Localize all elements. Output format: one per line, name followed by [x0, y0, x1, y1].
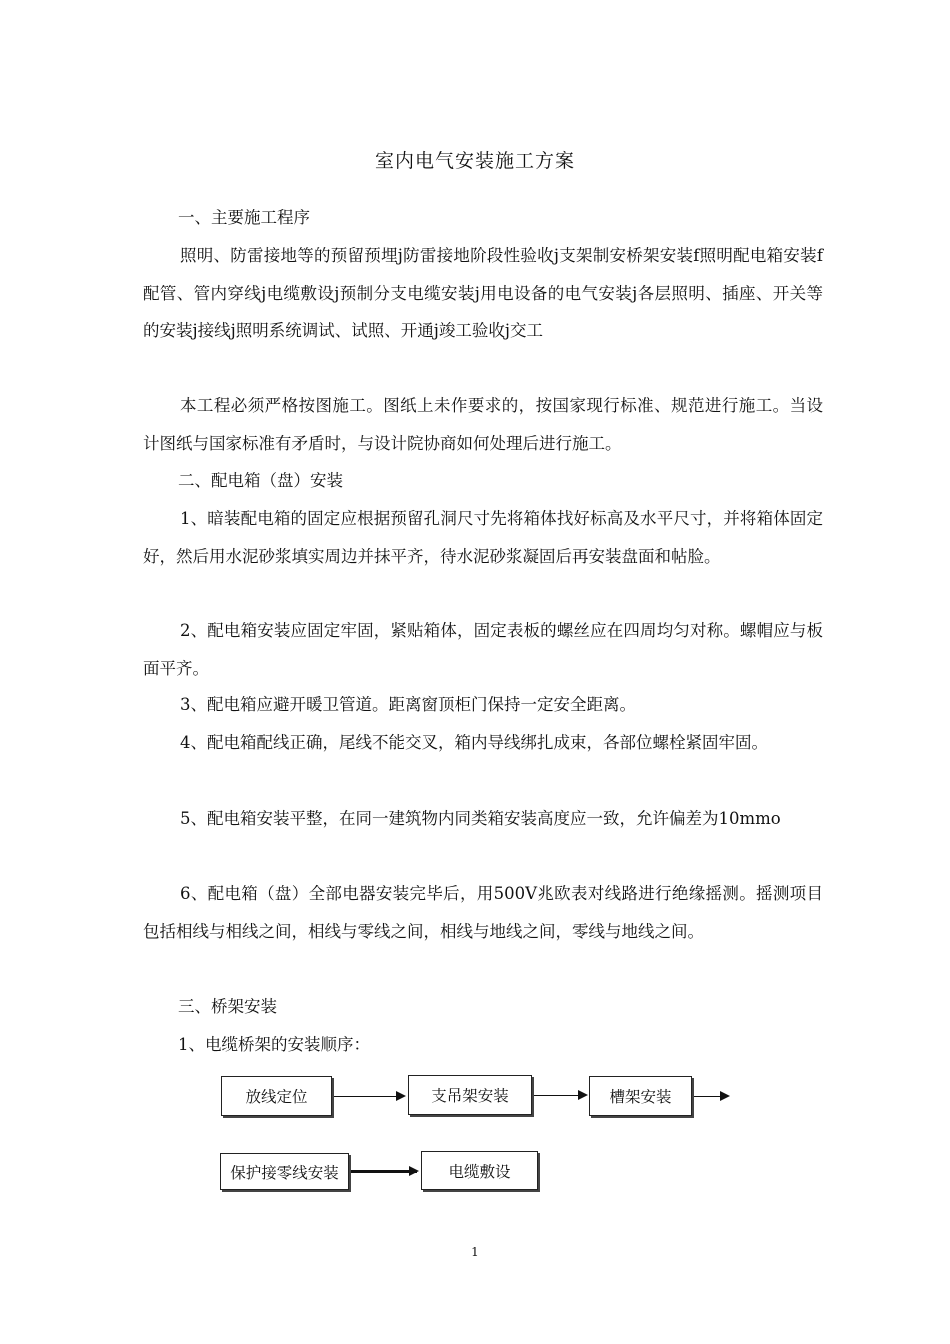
list-item: 2、配电箱安装应固定牢固，紧贴箱体，固定表板的螺丝应在四周均匀对称。螺帽应与板面平齐。 — [143, 621, 823, 678]
flow-arrow-3 — [694, 1096, 728, 1097]
flow-arrow-4 — [351, 1170, 417, 1173]
list-item: 5、配电箱安装平整，在同一建筑物内同类箱安装高度应一致，允许偏差为10mmo — [180, 809, 781, 828]
flow-step-3: 槽架安装 — [589, 1076, 692, 1116]
list-item: 6、配电箱（盘）全部电器安装完毕后，用500V兆欧表对线路进行绝缘摇测。摇测项目包括相线与相线之间，相线与零线之间，相线与地线之间，零线与地线之间。 — [143, 884, 823, 941]
flow-arrow-1 — [334, 1096, 404, 1097]
paragraph-procedure: 照明、防雷接地等的预留预埋j防雷接地阶段性验收j支架制安桥架安装f照明配电箱安装f配管、管内穿线j电缆敷设j预制分支电缆安装j用电设备的电气安装j各层照明、插座、开关等的安装j接线j照明系统调试、试照、开通j竣工验收j交工 — [143, 246, 823, 340]
section3-item-1: 1、电缆桥架的安装顺序： — [178, 1035, 370, 1054]
section-heading-2: 二、配电箱（盘）安装 — [178, 471, 343, 490]
flow-arrow-2 — [534, 1095, 586, 1096]
section-heading-1: 一、主要施工程序 — [178, 208, 310, 227]
flow-step-4: 保护接零线安装 — [220, 1153, 349, 1190]
flow-step-2: 支吊架安装 — [408, 1075, 532, 1115]
list-item: 3、配电箱应避开暖卫管道。距离窗顶柜门保持一定安全距离。 — [180, 695, 636, 714]
flow-step-5: 电缆敷设 — [421, 1151, 538, 1190]
paragraph-standards: 本工程必须严格按图施工。图纸上未作要求的，按国家现行标准、规范进行施工。当设计图纸与国家标准有矛盾时，与设计院协商如何处理后进行施工。 — [143, 396, 823, 453]
section-heading-3: 三、桥架安装 — [178, 997, 277, 1016]
list-item: 1、暗装配电箱的固定应根据预留孔洞尺寸先将箱体找好标高及水平尺寸，并将箱体固定好，然后用水泥砂浆填实周边并抹平齐，待水泥砂浆凝固后再安装盘面和帖脸。 — [143, 509, 823, 566]
document-title: 室内电气安装施工方案 — [374, 150, 575, 172]
page-number: 1 — [471, 1245, 479, 1259]
list-item: 4、配电箱配线正确，尾线不能交叉，箱内导线绑扎成束，各部位螺栓紧固牢固。 — [180, 733, 768, 752]
flow-step-1: 放线定位 — [221, 1076, 332, 1116]
